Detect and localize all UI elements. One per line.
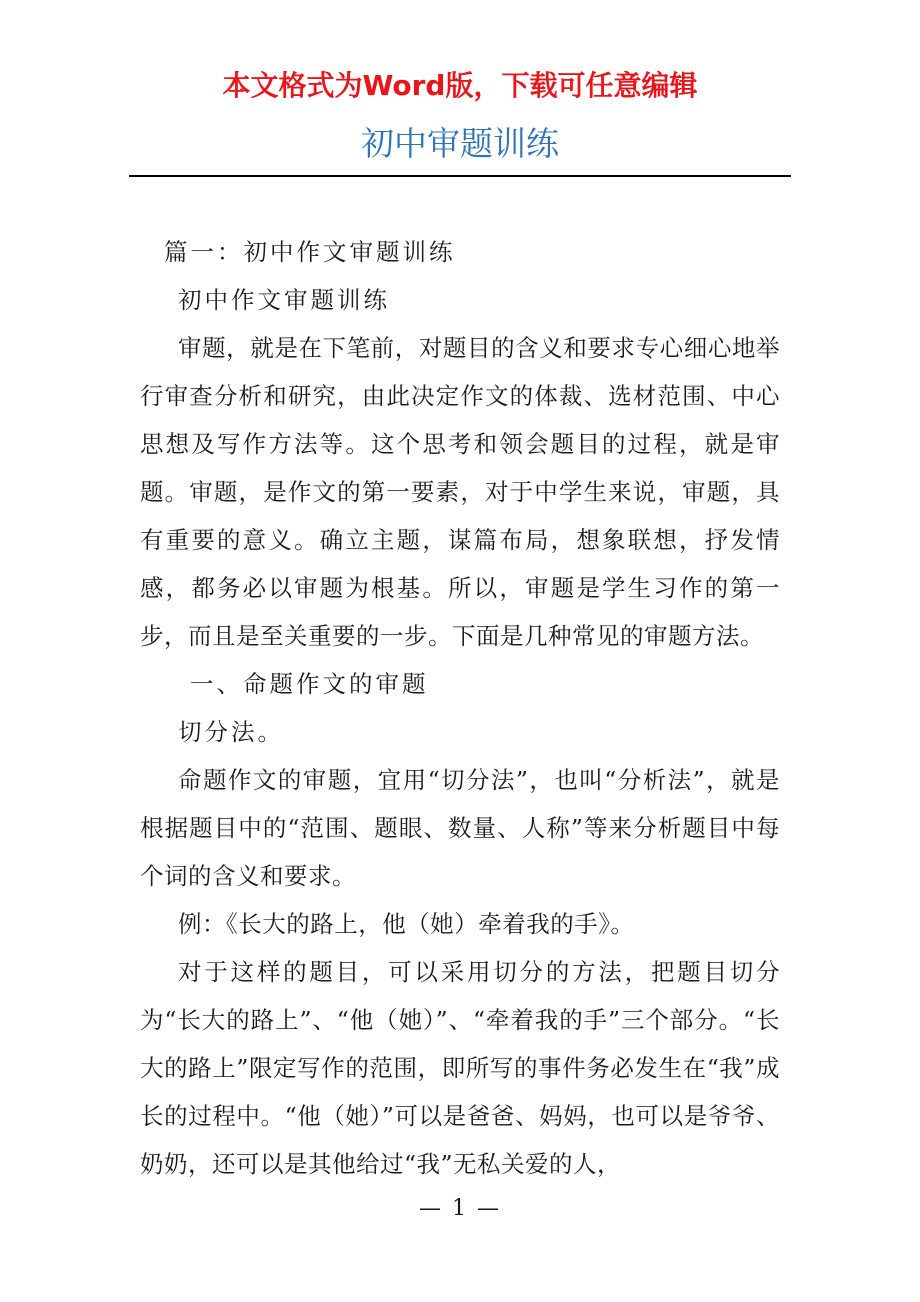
page-number: — 1 — <box>419 1196 501 1221</box>
article-subtitle: 初中作文审题训练 <box>178 286 390 314</box>
header-divider <box>129 175 791 177</box>
format-notice-banner: 本文格式为Word版，下载可任意编辑 <box>222 69 698 102</box>
paragraph-method: 命题作文的审题，宜用“切分法”，也叫“分析法”，就是根据题目中的“范围、题眼、数量、人称”等来分析题目中每个词的含义和要求。 <box>140 766 780 890</box>
document-title: 初中审题训练 <box>361 124 559 163</box>
paragraph-intro: 审题，就是在下笔前，对题目的含义和要求专心细心地举行审查分析和研究，由此决定作文的体裁、选材范围、中心思想及写作方法等。这个思考和领会题目的过程，就是审题。审题，是作文的第一要素，对于中学生来说，审题，具有重要的意义。确立主题，谋篇布局，想象联想，抒发情感，都务必以审题为根基。所以，审题是学生习作的第一步，而且是至关重要的一步。下面是几种常见的审题方法。 <box>140 334 780 650</box>
paragraph-analysis: 对于这样的题目，可以采用切分的方法，把题目切分为“长大的路上”、“他（她）”、“牵着我的手”三个部分。“长大的路上”限定写作的范围，即所写的事件务必发生在“我”成长的过程中。“他（她）”可以是爸爸、妈妈，也可以是爷爷、奶奶，还可以是其他给过“我”无私关爱的人， <box>140 958 780 1178</box>
part-heading: 一、命题作文的审题 <box>190 670 429 698</box>
paragraph-example: 例：《长大的路上，他（她）牵着我的手》。 <box>178 910 635 938</box>
document-body <box>140 228 780 1188</box>
method-heading: 切分法。 <box>178 718 284 746</box>
section-heading: 篇一：初中作文审题训练 <box>164 238 456 266</box>
